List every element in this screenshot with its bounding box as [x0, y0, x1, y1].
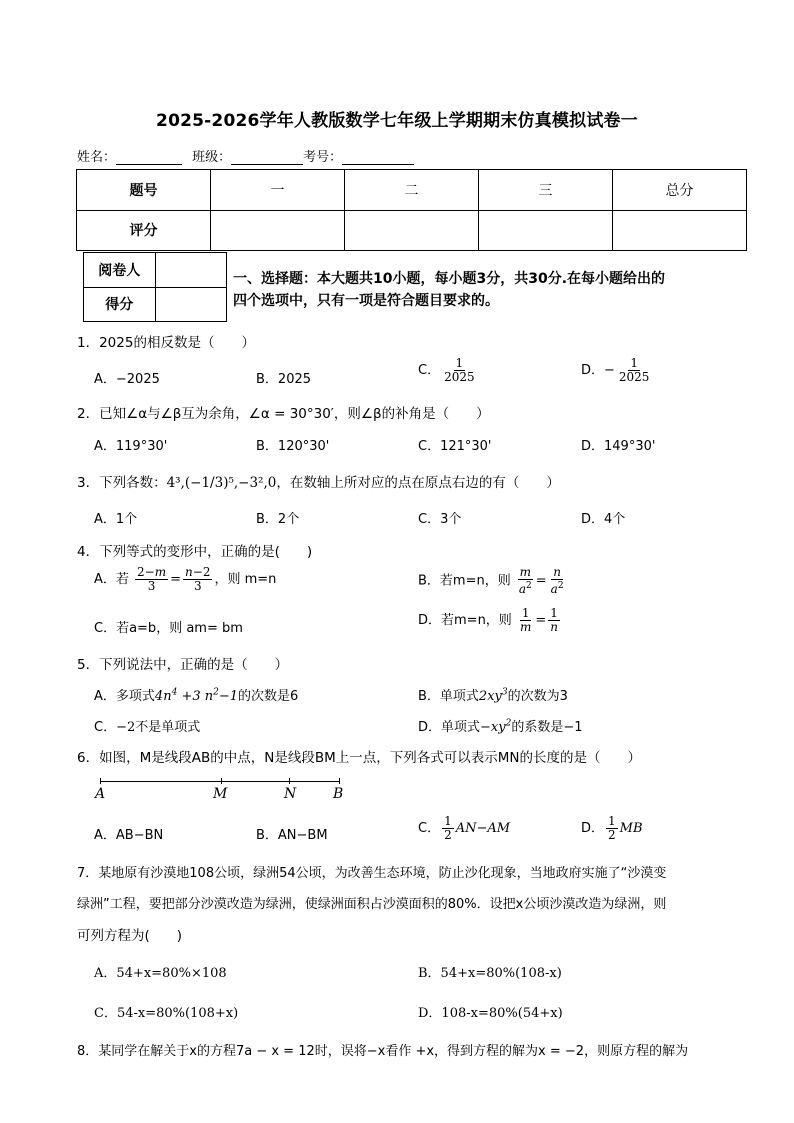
q4-option-a-prefix: A．若	[94, 572, 129, 587]
score-header-cell: 题号	[77, 170, 211, 211]
q4-option-a[interactable]: A．若 $\frac{2-m}{3}$ = $\frac{n-2}{3}$ ，则 m=n	[94, 565, 277, 593]
q5-option-b[interactable]: B．单项式$2xy^3$的次数为3	[418, 687, 568, 704]
q3-option-b[interactable]: B．2个	[256, 512, 300, 527]
q4-option-b-prefix: B．若m=n，则	[418, 573, 511, 589]
q1-option-d-fraction	[617, 357, 652, 384]
fraction: $\frac{m}{a^2}$	[518, 565, 532, 596]
fraction: $\frac{1}{n}$	[550, 606, 558, 634]
score-label: 得分	[84, 287, 156, 322]
q2-option-d[interactable]: D．149°30'	[581, 439, 656, 454]
question-8-stem: 8．某同学在解关于x的方程7a − x = 12时，误将−x看作 +x，得到方程的解为x = −2，则原方程的解为	[77, 1044, 689, 1059]
question-5-stem: 5．下列说法中，正确的是（ ）	[77, 657, 289, 673]
score-header-cell: 一	[211, 170, 345, 211]
q6-option-c-prefix: C．	[418, 821, 441, 836]
q5-option-d-prefix: D．单项式	[418, 720, 481, 735]
q2-option-a[interactable]: A．119°30'	[94, 439, 168, 454]
q4-option-b[interactable]: B．若m=n，则 $\frac{m}{a^2}$ = $\frac{n}{a^2}$	[418, 565, 564, 596]
exam-no-label: 考号：	[303, 150, 343, 165]
question-7-line-3: 可列方程为( )	[77, 928, 183, 944]
q6-option-d-tail: MB	[619, 821, 643, 836]
q3-option-d[interactable]: D．4个	[581, 512, 626, 527]
tick-a	[100, 778, 101, 784]
tick-m	[221, 778, 222, 784]
score-cell	[211, 210, 345, 251]
q5-option-a-suffix: 的次数是6	[238, 689, 299, 704]
q4-option-a-tail: ，则 m=n	[214, 572, 277, 587]
q6-option-d-prefix: D．	[581, 821, 605, 836]
score-cell	[613, 210, 747, 251]
score-header-cell: 二	[345, 170, 479, 211]
question-3-stem	[77, 471, 560, 491]
q5-option-b-suffix: 的次数为3	[507, 689, 568, 704]
fraction: $\frac{2-m}{3}$	[137, 565, 167, 593]
q3-option-c[interactable]: C．3个	[418, 512, 462, 527]
q5-option-c-prefix: C．	[94, 720, 117, 735]
q2-option-b[interactable]: B．120°30'	[256, 439, 330, 454]
fraction-numerator: 1	[455, 356, 464, 370]
q7-option-b[interactable]: B．54+x=80%(108-x)	[418, 966, 562, 981]
q7-option-d[interactable]: D．108-x=80%(54+x)	[418, 1006, 563, 1021]
score-cell	[345, 210, 479, 251]
q4-option-d[interactable]: D．若m=n，则 $\frac{1}{m}$ = $\frac{1}{n}$	[418, 606, 558, 634]
score-header-cell: 三	[479, 170, 613, 211]
point-label-n: N	[284, 786, 297, 802]
name-label: 姓名：	[77, 150, 117, 165]
fraction: $\frac{n}{a^2}$	[550, 565, 564, 596]
fraction-denominator: 2025	[444, 370, 475, 384]
score-table-header-row	[77, 170, 747, 211]
q6-option-d[interactable]	[581, 815, 643, 842]
q4-option-d-prefix: D．若m=n，则	[418, 613, 512, 628]
question-7-line-1: 7．某地原有沙漠地108公顷，绿洲54公顷，为改善生态环境，防止沙化现象，当地政府实施了“沙漠变	[77, 866, 667, 881]
fraction: $\frac{1}{2}$	[444, 814, 452, 842]
q3-number-list: 4³,(−1/3)⁵,−3²,0	[166, 475, 277, 491]
class-label: 班级：	[192, 150, 232, 165]
question-4-stem: 4．下列等式的变形中，正确的是( )	[77, 544, 313, 560]
q5-option-d-suffix: 的系数是−1	[511, 720, 583, 735]
score-value-cell	[155, 287, 227, 322]
q1-option-c-prefix: C．	[418, 363, 441, 378]
fraction: $\frac{1}{m}$	[519, 606, 532, 634]
tick-n	[289, 778, 290, 784]
reviewer-cell	[155, 253, 227, 288]
q1-option-a[interactable]: A．−2025	[94, 372, 160, 387]
q1-option-d-prefix: D．−	[581, 363, 615, 378]
question-1-stem: 1．2025的相反数是（ ）	[77, 335, 255, 351]
score-header-cell: 总分	[613, 170, 747, 211]
q6-option-c[interactable]	[418, 815, 510, 842]
section-heading	[233, 268, 665, 312]
name-blank[interactable]	[116, 150, 182, 165]
score-row-label: 评分	[77, 210, 211, 251]
q5-option-a-prefix: A．多项式	[94, 689, 155, 704]
fraction-denominator: 2025	[618, 370, 650, 384]
score-table	[76, 169, 747, 251]
q6-option-b[interactable]: B．AN−BM	[256, 828, 328, 843]
score-table-score-row	[77, 210, 747, 251]
grader-table	[83, 252, 227, 322]
point-label-a: A	[95, 786, 106, 802]
q3-stem-suffix: ，在数轴上所对应的点在原点右边的有（ ）	[276, 475, 560, 491]
section-heading-line-1: 一、选择题：本大题共10小题，每小题3分，共30分.在每小题给出的	[233, 271, 666, 287]
question-7-line-2: 绿洲”工程，要把部分沙漠改造为绿洲，使绿洲面积占沙漠面积的80%．设把x公顷沙漠改造为绿洲，则	[77, 897, 667, 912]
score-cell	[479, 210, 613, 251]
q6-option-c-tail: AN−AM	[455, 821, 511, 836]
fraction: $\frac{n-2}{3}$	[185, 565, 211, 593]
student-info-line	[77, 146, 414, 165]
question-6-stem: 6．如图，M是线段AB的中点，N是线段BM上一点，下列各式可以表示MN的长度的是（ ）	[77, 750, 641, 766]
q3-stem-prefix: 3．下列各数：	[77, 475, 167, 491]
q1-option-b[interactable]: B．2025	[256, 372, 312, 387]
point-label-b: B	[333, 786, 344, 802]
fraction-numerator: 1	[630, 356, 638, 370]
q6-option-a[interactable]: A．AB−BN	[94, 828, 164, 843]
q5-option-c-suffix: 不是单项式	[135, 720, 201, 735]
page-title: 2025-2026学年人教版数学七年级上学期期末仿真模拟试卷一	[156, 111, 638, 131]
q5-option-a[interactable]: A．多项式$4n^4 +3$ $n^2-1$的次数是6	[94, 687, 299, 704]
q7-option-c[interactable]: C．54-x=80%(108+x)	[94, 1006, 239, 1021]
point-label-m: M	[213, 786, 228, 802]
section-heading-line-2: 四个选项中，只有一项是符合题目要求的。	[233, 293, 499, 309]
q5-option-c[interactable]: C．−2不是单项式	[94, 720, 201, 735]
fraction: $\frac{1}{2}$	[608, 814, 616, 842]
q4-option-c[interactable]: C．若a=b，则 am= bm	[94, 621, 243, 636]
q7-option-a[interactable]: A．54+x=80%×108	[94, 966, 227, 981]
q1-option-c[interactable]	[418, 357, 479, 384]
q1-option-c-fraction	[442, 357, 477, 384]
q2-option-c[interactable]: C．121°30'	[418, 439, 492, 454]
question-2-stem: 2．已知∠α与∠β互为余角，∠α = 30°30′，则∠β的补角是（ ）	[77, 406, 490, 422]
q5-option-b-prefix: B．单项式	[418, 689, 479, 704]
exam-no-blank[interactable]	[342, 150, 414, 165]
q3-option-a[interactable]: A．1个	[94, 512, 138, 527]
tick-b	[339, 778, 340, 784]
class-blank[interactable]	[231, 150, 303, 165]
q5-option-d[interactable]: D．单项式$-xy^2$的系数是−1	[418, 718, 583, 735]
segment-ab-line	[100, 781, 340, 782]
q1-option-d[interactable]	[581, 357, 653, 384]
reviewer-label: 阅卷人	[84, 253, 156, 288]
